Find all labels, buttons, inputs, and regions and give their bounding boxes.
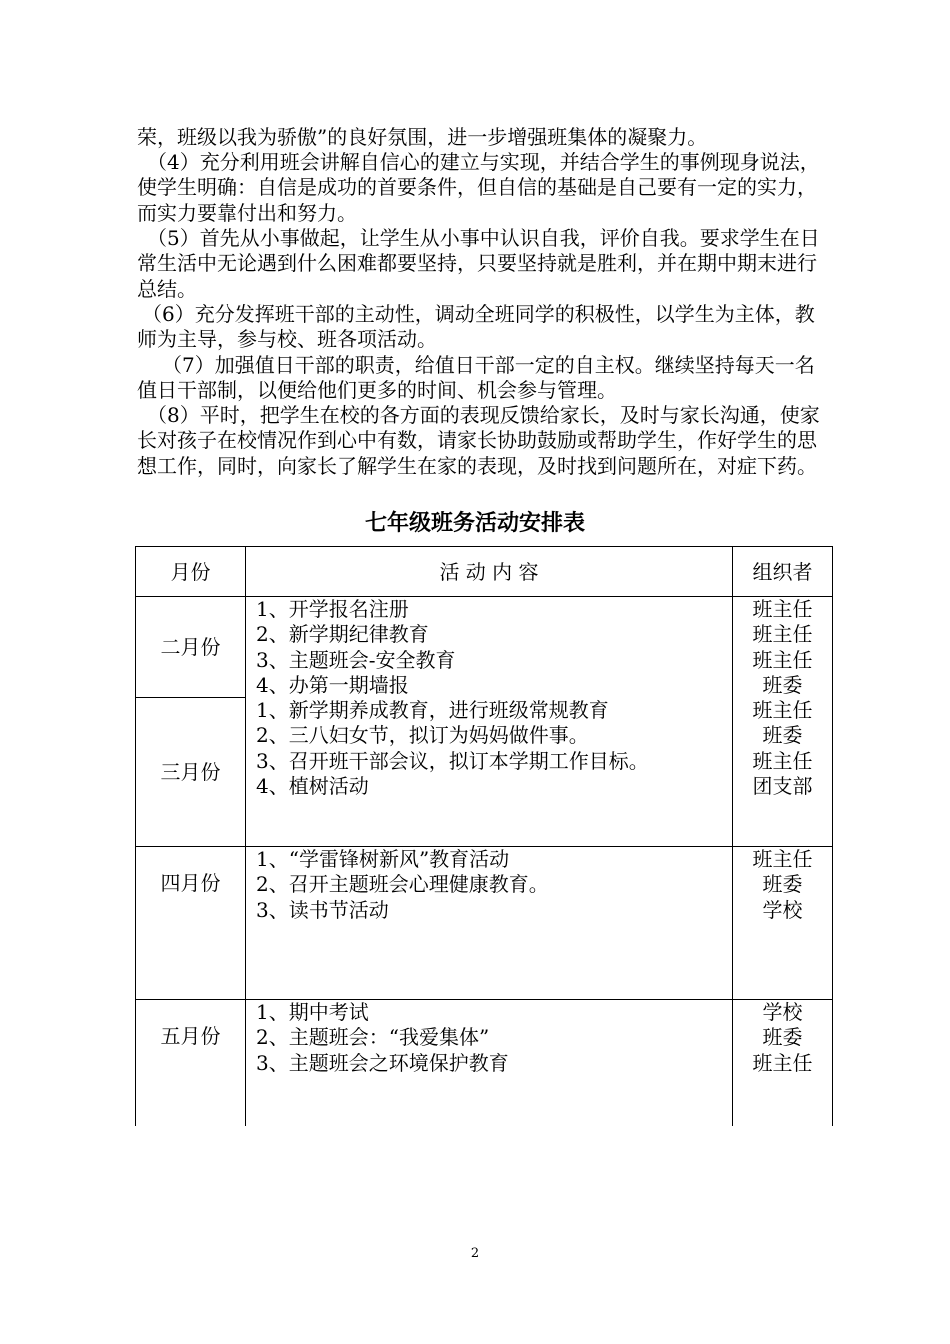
- table-row-april: [136, 847, 833, 1000]
- month-cell-may: 五月份: [136, 1000, 246, 1127]
- organizer-item: 班主任: [752, 847, 813, 871]
- header-content: 活 动 内 容: [246, 547, 733, 597]
- month-cell-february: 二月份: [136, 597, 246, 698]
- activity-item: 2、主题班会：“我爱集体”: [256, 1025, 490, 1050]
- activity-item: 1、“学雷锋树新风”教育活动: [256, 847, 510, 871]
- activity-item: 1、新学期养成教育，进行班级常规教育: [256, 698, 609, 723]
- organizer-item: 班委: [762, 872, 803, 897]
- activity-item: 1、期中考试: [256, 1000, 369, 1024]
- organizer-item: 班主任: [752, 1050, 813, 1075]
- page-number: 2: [470, 1246, 480, 1261]
- activity-item: 4、植树活动: [256, 774, 369, 799]
- organizers-cell-feb-mar: [733, 597, 833, 847]
- body-paragraph: （6）充分发挥班干部的主动性，调动全班同学的积极性，以学生为主体，教师为主导，参与校、班各项活动。: [137, 302, 815, 352]
- month-cell-march: 三月份: [136, 698, 246, 847]
- organizer-item: 班委: [762, 672, 803, 697]
- activity-item: 2、三八妇女节，拟订为妈妈做件事。: [256, 723, 589, 748]
- activity-item: 3、读书节活动: [256, 897, 389, 922]
- body-paragraph: 荣，班级以我为骄傲”的良好氛围，进一步增强班集体的凝聚力。: [137, 125, 708, 149]
- activities-cell-april: [246, 847, 733, 1000]
- activities-cell-may: [246, 1000, 733, 1127]
- organizers-cell-may: [733, 1000, 833, 1127]
- organizer-item: 班主任: [752, 748, 813, 773]
- table-row-may: [136, 1000, 833, 1127]
- body-paragraph: （7）加强值日干部的职责，给值日干部一定的自主权。继续坚持每天一名值日干部制，以便给他们更多的时间、机会参与管理。: [137, 353, 815, 403]
- organizer-item: 学校: [762, 1000, 803, 1024]
- activity-item: 2、新学期纪律教育: [256, 622, 429, 647]
- activity-item: 3、主题班会之环境保护教育: [256, 1050, 509, 1075]
- body-paragraph: （5）首先从小事做起，让学生从小事中认识自我，评价自我。要求学生在日常生活中无论遇到什么困难都要坚持，只要坚持就是胜利，并在期中期末进行总结。: [137, 226, 820, 301]
- header-organizer: 组织者: [733, 547, 833, 597]
- header-month: 月份: [136, 547, 246, 597]
- activity-item: 3、主题班会-安全教育: [256, 647, 456, 672]
- body-paragraph: （4）充分利用班会讲解自信心的建立与实现，并结合学生的事例现身说法，使学生明确：自信是成功的首要条件，但自信的基础是自己要有一定的实力，而实力要靠付出和努力。: [137, 150, 820, 225]
- activities-cell-feb-mar: [246, 597, 733, 847]
- activity-schedule-table: [135, 546, 833, 1126]
- table-row-february: [136, 597, 833, 698]
- activity-item: 1、开学报名注册: [256, 597, 409, 621]
- table-title: 七年级班务活动安排表: [364, 510, 585, 536]
- organizers-cell-april: [733, 847, 833, 1000]
- activity-item: 4、办第一期墙报: [256, 672, 409, 697]
- organizer-item: 班主任: [752, 647, 813, 672]
- organizer-item: 班主任: [752, 597, 813, 621]
- table-header-row: [136, 547, 833, 597]
- organizer-item: 班委: [762, 723, 803, 748]
- activity-item: 3、召开班干部会议，拟订本学期工作目标。: [256, 748, 649, 773]
- organizer-item: 团支部: [752, 774, 813, 799]
- month-cell-april: 四月份: [136, 847, 246, 1000]
- activity-item: 2、召开主题班会心理健康教育。: [256, 872, 549, 897]
- organizer-item: 学校: [762, 897, 803, 922]
- body-paragraph: （8）平时，把学生在校的各方面的表现反馈给家长，及时与家长沟通，使家长对孩子在校情况作到心中有数，请家长协助鼓励或帮助学生，作好学生的思想工作，同时，向家长了解学生在家的表现，及时找到问题所在，对症下药。: [137, 403, 820, 478]
- organizer-item: 班委: [762, 1025, 803, 1050]
- organizer-item: 班主任: [752, 698, 813, 723]
- organizer-item: 班主任: [752, 622, 813, 647]
